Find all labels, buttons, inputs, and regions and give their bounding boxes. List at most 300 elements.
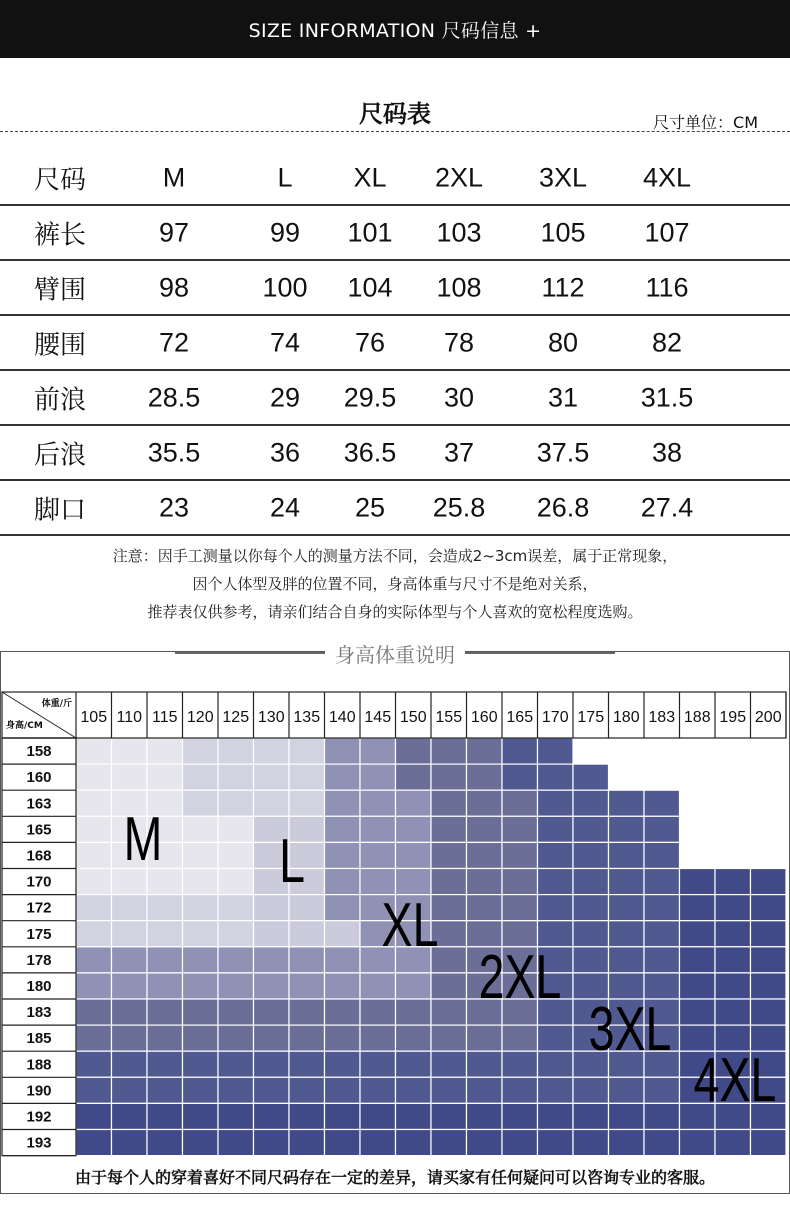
weight-label: 130 [257, 709, 285, 726]
height-label: 185 [26, 1030, 52, 1048]
weight-label: 195 [719, 709, 747, 726]
size-overlay-label: XL [381, 889, 439, 960]
fit-cell [715, 816, 751, 842]
weight-label: 155 [435, 709, 463, 726]
fit-cell [147, 1025, 183, 1051]
fit-cell [289, 790, 325, 816]
fit-cell [218, 1130, 254, 1156]
fit-cell [538, 842, 574, 868]
fit-cell [254, 947, 290, 973]
fit-cell [644, 1077, 680, 1103]
fit-cell [609, 842, 645, 868]
size-overlay-label: 2XL [478, 941, 562, 1012]
fit-cell [76, 790, 112, 816]
weight-label: 180 [612, 709, 640, 726]
fit-cell [751, 738, 787, 764]
fit-cell [502, 1130, 538, 1156]
fit-cell [76, 1103, 112, 1129]
fit-cell [218, 764, 254, 790]
size-value: 31 [547, 382, 579, 412]
fit-cell [183, 764, 219, 790]
height-label: 168 [26, 847, 52, 865]
fit-cell [573, 869, 609, 895]
fit-cell [502, 1051, 538, 1077]
fit-cell [112, 895, 148, 921]
fit-cell [183, 1130, 219, 1156]
fit-cell [360, 973, 396, 999]
fit-cell [715, 1130, 751, 1156]
fit-cell [112, 1103, 148, 1129]
fit-cell [112, 738, 148, 764]
fit-cell [538, 869, 574, 895]
fit-cell [112, 947, 148, 973]
measurement-label: 臂围 [33, 275, 87, 305]
fit-cell [254, 973, 290, 999]
fit-cell [218, 999, 254, 1025]
size-value: 103 [436, 217, 482, 247]
weight-label: 200 [754, 709, 782, 726]
fit-cell [112, 1077, 148, 1103]
size-value: 28.5 [147, 382, 201, 412]
height-label: 188 [26, 1056, 52, 1074]
fit-cell [254, 921, 290, 947]
fit-cell [325, 738, 361, 764]
size-column-header: 4XL [642, 162, 692, 193]
fit-cell [112, 921, 148, 947]
height-label: 183 [26, 1004, 52, 1022]
fit-cell [76, 895, 112, 921]
fit-cell [147, 1103, 183, 1129]
size-column-header: M [162, 162, 186, 193]
fit-cell [609, 1077, 645, 1103]
fit-cell [431, 764, 467, 790]
fit-cell [573, 816, 609, 842]
fit-cell [183, 816, 219, 842]
fit-cell [715, 869, 751, 895]
weight-label: 150 [399, 709, 427, 726]
fit-cell [431, 1130, 467, 1156]
fit-cell [644, 1103, 680, 1129]
size-column-header: L [277, 162, 293, 193]
fit-cell [538, 1025, 574, 1051]
fit-cell [218, 895, 254, 921]
fit-cell [751, 1130, 787, 1156]
fit-cell [218, 947, 254, 973]
size-column-header: 3XL [538, 162, 588, 193]
fit-cell [218, 816, 254, 842]
fit-cell [360, 1103, 396, 1129]
size-overlay-label: L [279, 825, 305, 896]
fit-cell [289, 738, 325, 764]
fit-cell [325, 842, 361, 868]
fit-cell [218, 738, 254, 764]
fit-cell [396, 1051, 432, 1077]
fit-cell [538, 816, 574, 842]
fit-cell [467, 1130, 503, 1156]
fit-cell [751, 790, 787, 816]
height-label: 172 [26, 899, 52, 917]
fit-cell [538, 1077, 574, 1103]
fit-cell [538, 1051, 574, 1077]
fit-cell [289, 1051, 325, 1077]
size-value: 99 [269, 217, 301, 247]
fit-cell [76, 842, 112, 868]
fit-cell [680, 973, 716, 999]
fit-cell [396, 790, 432, 816]
size-value: 26.8 [536, 492, 590, 522]
size-value: 35.5 [147, 437, 201, 467]
fit-cell [502, 1103, 538, 1129]
fit-cell [396, 816, 432, 842]
fit-cell [573, 1103, 609, 1129]
fit-cell [218, 790, 254, 816]
fit-cell [573, 947, 609, 973]
measurement-label: 脚口 [33, 495, 87, 525]
fit-cell [254, 1103, 290, 1129]
fit-cell [715, 895, 751, 921]
fit-cell [76, 1077, 112, 1103]
fit-cell [325, 1130, 361, 1156]
fit-cell [609, 895, 645, 921]
fit-cell [325, 790, 361, 816]
size-value: 37 [443, 437, 475, 467]
size-value: 38 [651, 437, 683, 467]
fit-cell [289, 895, 325, 921]
fit-cell [680, 921, 716, 947]
weight-label: 188 [683, 709, 711, 726]
fit-cell [431, 1051, 467, 1077]
fit-cell [147, 764, 183, 790]
measurement-label: 腰围 [33, 330, 87, 360]
fit-cell [289, 947, 325, 973]
size-value: 37.5 [536, 437, 590, 467]
fit-cell [147, 1077, 183, 1103]
fit-cell [502, 764, 538, 790]
size-value: 74 [269, 327, 301, 357]
fit-cell [325, 1025, 361, 1051]
fit-cell [112, 1130, 148, 1156]
fit-cell [502, 895, 538, 921]
size-value: 107 [644, 217, 690, 247]
fit-cell [360, 790, 396, 816]
size-value: 78 [443, 327, 475, 357]
fit-cell [680, 999, 716, 1025]
size-value: 112 [541, 272, 585, 302]
measurement-label: 前浪 [33, 385, 87, 415]
fit-cell [609, 816, 645, 842]
size-value: 105 [540, 217, 586, 247]
fit-cell [573, 1130, 609, 1156]
size-overlay-label: M [123, 803, 163, 874]
fit-cell [325, 999, 361, 1025]
fit-cell [431, 1025, 467, 1051]
measurement-label: 后浪 [33, 440, 87, 470]
fit-cell [644, 869, 680, 895]
fit-cell [538, 1103, 574, 1129]
fit-cell [715, 947, 751, 973]
size-value: 25 [354, 492, 386, 522]
fit-cell [644, 895, 680, 921]
fit-cell [609, 764, 645, 790]
fit-cell [680, 738, 716, 764]
size-value: 97 [158, 217, 190, 247]
height-label: 190 [26, 1082, 52, 1100]
fit-cell [147, 999, 183, 1025]
fit-cell [289, 973, 325, 999]
fit-cell [573, 764, 609, 790]
fit-cell [644, 1130, 680, 1156]
fit-cell [254, 1130, 290, 1156]
fit-cell [573, 790, 609, 816]
height-label: 163 [26, 795, 52, 813]
fit-cell [431, 973, 467, 999]
fit-cell [147, 738, 183, 764]
fit-cell [325, 895, 361, 921]
corner-height-label: 身高/CM [6, 721, 43, 731]
fit-cell [680, 764, 716, 790]
fit-cell [467, 816, 503, 842]
fit-cell [360, 738, 396, 764]
size-value: 24 [269, 492, 301, 522]
fit-cell [254, 1051, 290, 1077]
fit-cell [751, 921, 787, 947]
weight-label: 170 [541, 709, 569, 726]
fit-cell [360, 1025, 396, 1051]
fit-cell [680, 895, 716, 921]
fit-cell [751, 816, 787, 842]
fit-cell [218, 1077, 254, 1103]
fit-cell [431, 816, 467, 842]
fit-cell [609, 947, 645, 973]
weight-label: 175 [577, 709, 605, 726]
fit-cell [396, 738, 432, 764]
fit-cell [538, 1130, 574, 1156]
height-label: 193 [26, 1134, 52, 1152]
fit-cell [325, 921, 361, 947]
fit-cell [360, 999, 396, 1025]
height-label: 158 [26, 743, 52, 761]
size-value: 23 [158, 492, 190, 522]
fit-cell [360, 842, 396, 868]
fit-cell [467, 1051, 503, 1077]
fit-cell [325, 1103, 361, 1129]
fit-cell [325, 816, 361, 842]
fit-cell [325, 869, 361, 895]
fit-cell [573, 895, 609, 921]
fit-cell [396, 1077, 432, 1103]
fit-cell [431, 842, 467, 868]
weight-label: 110 [116, 709, 143, 726]
fit-cell [680, 790, 716, 816]
fit-cell [644, 947, 680, 973]
fit-cell [644, 816, 680, 842]
note-line: 因个人体型及胖的位置不同，身高体重与尺寸不是绝对关系， [192, 575, 598, 593]
size-value: 100 [262, 272, 308, 302]
fit-cell [467, 790, 503, 816]
size-value: 31.5 [640, 382, 694, 412]
fit-cell [147, 973, 183, 999]
fit-cell [396, 999, 432, 1025]
fit-cell [76, 921, 112, 947]
size-value: 116 [645, 272, 689, 302]
fit-cell [218, 1025, 254, 1051]
fit-cell [538, 738, 574, 764]
height-label: 165 [26, 821, 52, 839]
fit-cell [76, 764, 112, 790]
fit-cell [644, 842, 680, 868]
fit-cell [573, 921, 609, 947]
fit-cell [396, 1130, 432, 1156]
fit-cell [431, 1103, 467, 1129]
fit-cell [751, 973, 787, 999]
fit-cell [715, 973, 751, 999]
fit-cell [502, 790, 538, 816]
fit-cell [680, 947, 716, 973]
fit-cell [76, 947, 112, 973]
size-value: 29 [269, 382, 301, 412]
size-chart-title: 尺码表 [359, 100, 431, 128]
fit-cell [467, 1103, 503, 1129]
fit-cell [751, 842, 787, 868]
fit-cell [396, 764, 432, 790]
footer-disclaimer: 由于每个人的穿着喜好不同尺码存在一定的差异，请买家有任何疑问可以咨询专业的客服。 [74, 1167, 715, 1187]
fit-chart-title: 身高体重说明 [325, 639, 465, 668]
fit-cell [76, 1051, 112, 1077]
fit-cell [396, 1103, 432, 1129]
fit-cell [218, 1051, 254, 1077]
fit-cell [751, 895, 787, 921]
fit-cell [76, 1130, 112, 1156]
fit-cell [112, 999, 148, 1025]
fit-cell [360, 1077, 396, 1103]
fit-cell [183, 1025, 219, 1051]
size-column-header: XL [353, 162, 387, 193]
fit-cell [538, 764, 574, 790]
fit-cell [502, 1025, 538, 1051]
fit-cell [112, 973, 148, 999]
fit-cell [183, 895, 219, 921]
fit-cell [467, 869, 503, 895]
fit-cell [254, 1025, 290, 1051]
fit-cell [289, 1025, 325, 1051]
fit-cell [431, 790, 467, 816]
fit-cell [396, 973, 432, 999]
fit-cell [715, 842, 751, 868]
fit-cell [644, 790, 680, 816]
fit-cell [183, 1077, 219, 1103]
banner-text: SIZE INFORMATION 尺码信息 + [248, 19, 542, 42]
fit-cell [609, 738, 645, 764]
fit-cell [467, 764, 503, 790]
size-value: 101 [347, 217, 393, 247]
fit-cell [218, 921, 254, 947]
fit-cell [76, 1025, 112, 1051]
fit-cell [325, 764, 361, 790]
fit-cell [183, 947, 219, 973]
fit-cell [644, 764, 680, 790]
size-unit-label: 尺寸单位：CM [653, 113, 758, 132]
fit-cell [147, 1051, 183, 1077]
fit-cell [396, 842, 432, 868]
fit-cell [218, 1103, 254, 1129]
fit-cell [609, 1130, 645, 1156]
size-value: 108 [436, 272, 482, 302]
fit-cell [183, 1051, 219, 1077]
size-value: 76 [354, 327, 386, 357]
fit-cell [680, 816, 716, 842]
fit-cell [360, 816, 396, 842]
fit-cell [254, 738, 290, 764]
fit-cell [573, 842, 609, 868]
fit-cell [218, 973, 254, 999]
size-value: 36.5 [343, 437, 397, 467]
fit-cell [325, 947, 361, 973]
fit-cell [183, 790, 219, 816]
size-value: 29.5 [343, 382, 397, 412]
height-label: 180 [26, 977, 52, 995]
fit-cell [289, 1130, 325, 1156]
fit-cell [183, 1103, 219, 1129]
fit-cell [573, 1077, 609, 1103]
size-value: 72 [158, 327, 190, 357]
fit-cell [76, 999, 112, 1025]
fit-cell [147, 895, 183, 921]
fit-cell [289, 1077, 325, 1103]
fit-cell [538, 790, 574, 816]
size-overlay-label: 3XL [588, 993, 672, 1064]
size-value: 36 [269, 437, 301, 467]
fit-cell [183, 999, 219, 1025]
fit-cell [715, 790, 751, 816]
size-value: 25.8 [432, 492, 486, 522]
fit-cell [502, 842, 538, 868]
size-column-header: 尺码 [33, 165, 87, 196]
size-value: 98 [158, 272, 190, 302]
fit-cell [715, 738, 751, 764]
fit-cell [76, 816, 112, 842]
fit-cell [715, 999, 751, 1025]
fit-cell [751, 869, 787, 895]
fit-cell [360, 1130, 396, 1156]
weight-label: 140 [328, 709, 356, 726]
weight-label: 135 [293, 709, 321, 726]
weight-label: 115 [151, 709, 178, 726]
fit-cell [218, 842, 254, 868]
height-label: 170 [26, 873, 52, 891]
fit-cell [254, 1077, 290, 1103]
fit-cell [538, 895, 574, 921]
fit-cell [467, 738, 503, 764]
fit-cell [360, 1051, 396, 1077]
fit-cell [502, 869, 538, 895]
size-value: 104 [347, 272, 393, 302]
fit-cell [76, 738, 112, 764]
fit-cell [183, 869, 219, 895]
weight-label: 125 [222, 709, 250, 726]
fit-cell [218, 869, 254, 895]
weight-label: 105 [80, 709, 108, 726]
fit-cell [76, 973, 112, 999]
note-line: 注意：因手工测量以你每个人的测量方法不同，会造成2~3cm误差，属于正常现象， [112, 547, 678, 565]
fit-cell [751, 999, 787, 1025]
fit-cell [431, 1077, 467, 1103]
fit-cell [715, 764, 751, 790]
fit-cell [680, 1130, 716, 1156]
weight-label: 183 [648, 709, 676, 726]
height-label: 192 [26, 1108, 52, 1126]
size-value: 30 [443, 382, 475, 412]
weight-label: 145 [364, 709, 392, 726]
